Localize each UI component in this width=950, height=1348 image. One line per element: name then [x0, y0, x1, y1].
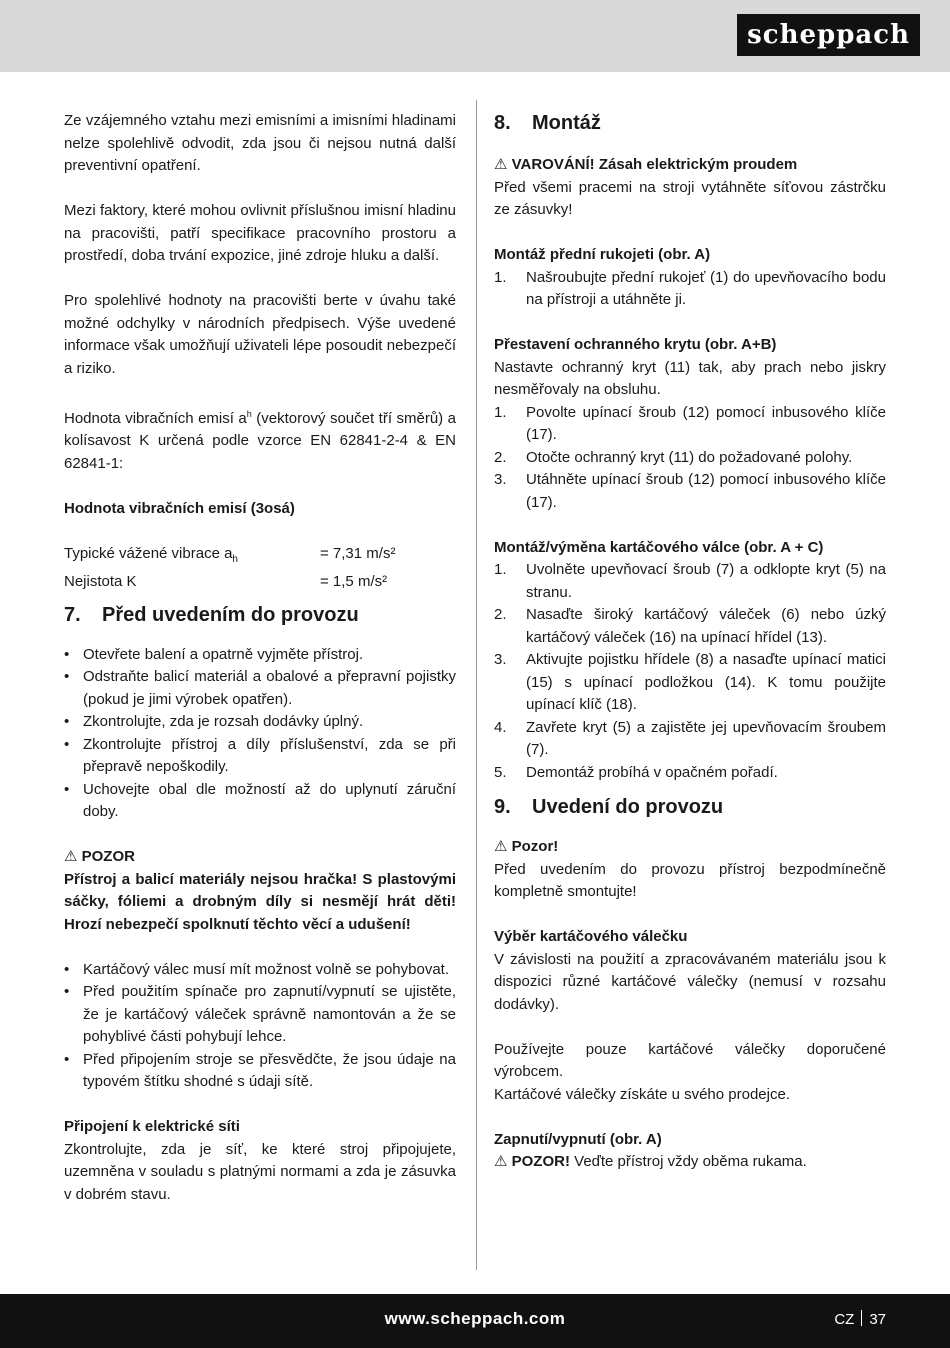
vibration-row-typical: Typické vážené vibrace $a_h$ = 7,31 m/s² — [64, 544, 396, 565]
warning-icon: ⚠ — [494, 838, 508, 855]
footer-website-link[interactable]: www.scheppach.com — [384, 1309, 566, 1328]
left-column — [64, 110, 456, 1206]
list-item: • Otevřete balení a opatrně vyjměte přístroj. — [64, 644, 456, 667]
pozor-text: Přístroj a balicí materiály nejsou hračka! S plastovými sáčky, fóliemi a drobným díly si nesmějí hrát děti! Hrozí nebezpečí spolknutí těchto věcí a udušení! — [64, 870, 456, 933]
warning-heading: ⚠ VAROVÁNÍ! Zásah elektrickým proudem — [494, 156, 798, 173]
list-item: 3. Aktivujte pojistku hřídele (8) a nasaďte upínací matici (15) s upínací podložkou (14). K tomu použijte upínací klíč (18). — [494, 651, 886, 713]
paragraph-emission-relation: Ze vzájemného vztahu mezi emisními a imisními hladinami nelze spolehlivě odvodit, zda jsou či nejsou nutná další preventivní opatření. — [64, 112, 456, 174]
column-divider — [476, 100, 477, 1270]
paragraph-vibration-value: Hodnota vibračních emisí $a^h$ (vektorový součet tří směrů) a kolísavost K určená podle vzorce EN 62841-2-4 & EN 62841-1: — [64, 408, 456, 472]
list-item: 1. Povolte upínací šroub (12) pomocí inbusového klíče (17). — [494, 403, 886, 443]
connection-heading: Připojení k elektrické síti — [64, 1118, 240, 1135]
handle-steps — [494, 267, 886, 312]
handle-heading: Montáž přední rukojeti (obr. A) — [494, 246, 711, 263]
list-item: • Kartáčový válec musí mít možnost volně se pohybovat. — [64, 959, 456, 982]
list-item: 2. Nasaďte široký kartáčový váleček (6) nebo úzký kartáčový váleček (16) na upínací hřídel (13). — [494, 606, 886, 646]
section-8-heading: 8. Montáž — [494, 112, 601, 134]
vibration-row-uncertainty: Nejistota K = 1,5 m/s² — [64, 573, 388, 590]
pozor2-heading: ⚠ Pozor! — [494, 838, 559, 855]
section-9-heading: 9. Uvedení do provozu — [494, 796, 724, 818]
list-item: • Zkontrolujte, zda je rozsah dodávky úplný. — [64, 711, 456, 734]
roller-text-1: V závislosti na použití a zpracovávaném materiálu jsou k dispozici různé kartáčové válečky (nemusí v rozsahu dodávky). — [494, 950, 886, 1013]
right-column — [494, 110, 886, 1174]
guard-intro: Nastavte ochranný kryt (11) tak, aby prach nebo jiskry nesměřovaly na obsluhu. — [494, 358, 886, 398]
paragraph-reliable-values: Pro spolehlivé hodnoty na pracovišti berte v úvahu také možné odchylky v národních předpisech. Výše uvedené informace však umožňují uživateli lépe posoudit nebezpečí a riziko. — [64, 292, 456, 377]
section-7-list — [64, 644, 456, 824]
list-item: • Uchovejte obal dle možností až do uplynutí záruční doby. — [64, 779, 456, 824]
section-7-heading: 7. Před uvedením do provozu — [64, 603, 359, 626]
roller-text-3: Kartáčové válečky získáte u svého prodejce. — [494, 1085, 790, 1103]
guard-heading: Přestavení ochranného krytu (obr. A+B) — [494, 336, 777, 353]
list-item: 4. Zavřete kryt (5) a zajistěte jej upevňovacím šroubem (7). — [494, 718, 886, 758]
list-item: 2. Otočte ochranný kryt (11) do požadované polohy. — [494, 448, 853, 466]
warning-icon: ⚠ — [494, 1153, 508, 1170]
list-item: 3. Utáhněte upínací šroub (12) pomocí inbusového klíče (17). — [494, 471, 886, 511]
roller-heading: Výběr kartáčového válečku — [494, 928, 688, 945]
connection-text: Zkontrolujte, zda je síť, ke které stroj připojujete, uzemněna v souladu s platnými normami a zda je zásuvka v dobrém stavu. — [64, 1140, 456, 1203]
brand-logo: scheppach — [737, 14, 920, 56]
pozor-heading: ⚠ POZOR — [64, 848, 135, 865]
list-item: • Před použitím spínače pro zapnutí/vypnutí se ujistěte, že je kartáčový váleček správně namontován a že se pohyblivé části pohybují lehce. — [64, 981, 456, 1049]
warning-icon: ⚠ — [64, 848, 78, 865]
vibration-heading: Hodnota vibračních emisí (3osá) — [64, 499, 295, 517]
switch-heading: Zapnutí/vypnutí (obr. A) — [494, 1130, 662, 1148]
warning-text: Před všemi pracemi na stroji vytáhněte síťovou zástrčku ze zásuvky! — [494, 178, 886, 218]
pozor2-text: Před uvedením do provozu přístroj bezpodmínečně kompletně smontujte! — [494, 860, 886, 900]
page-number: CZ 37 — [834, 1311, 886, 1328]
header-bar — [0, 0, 950, 72]
list-item: 1. Našroubujte přední rukojeť (1) do upevňovacího bodu na přístroji a utáhněte ji. — [494, 268, 886, 308]
brush-heading: Montáž/výměna kartáčového válce (obr. A + C) — [494, 538, 824, 556]
switch-text: ⚠ POZOR! Veďte přístroj vždy oběma rukama. — [494, 1153, 807, 1170]
footer-bar — [0, 1294, 950, 1348]
list-item: • Před připojením stroje se přesvědčte, že jsou údaje na typovém štítku shodné s údaji sítě. — [64, 1049, 456, 1094]
brush-steps — [494, 559, 886, 784]
list-item: 5. Demontáž probíhá v opačném pořadí. — [494, 763, 778, 781]
list-item: 1. Uvolněte upevňovací šroub (7) a odklopte kryt (5) na stranu. — [494, 561, 886, 601]
roller-text-2: Používejte pouze kartáčové válečky doporučené výrobcem. — [494, 1040, 886, 1080]
safety-list — [64, 959, 456, 1094]
list-item: • Zkontrolujte přístroj a díly příslušenství, zda se při přepravě nepoškodily. — [64, 734, 456, 779]
guard-steps — [494, 402, 886, 515]
list-item: • Odstraňte balicí materiál a obalové a přepravní pojistky (pokud je jimi výrobek opatřen). — [64, 666, 456, 711]
paragraph-factors: Mezi faktory, které mohou ovlivnit příslušnou imisní hladinu na pracovišti, patří specifikace pracovního prostoru a prostředí, doba trvání expozice, jiné zdroje hluku a další. — [64, 202, 456, 264]
warning-icon: ⚠ — [494, 156, 508, 173]
